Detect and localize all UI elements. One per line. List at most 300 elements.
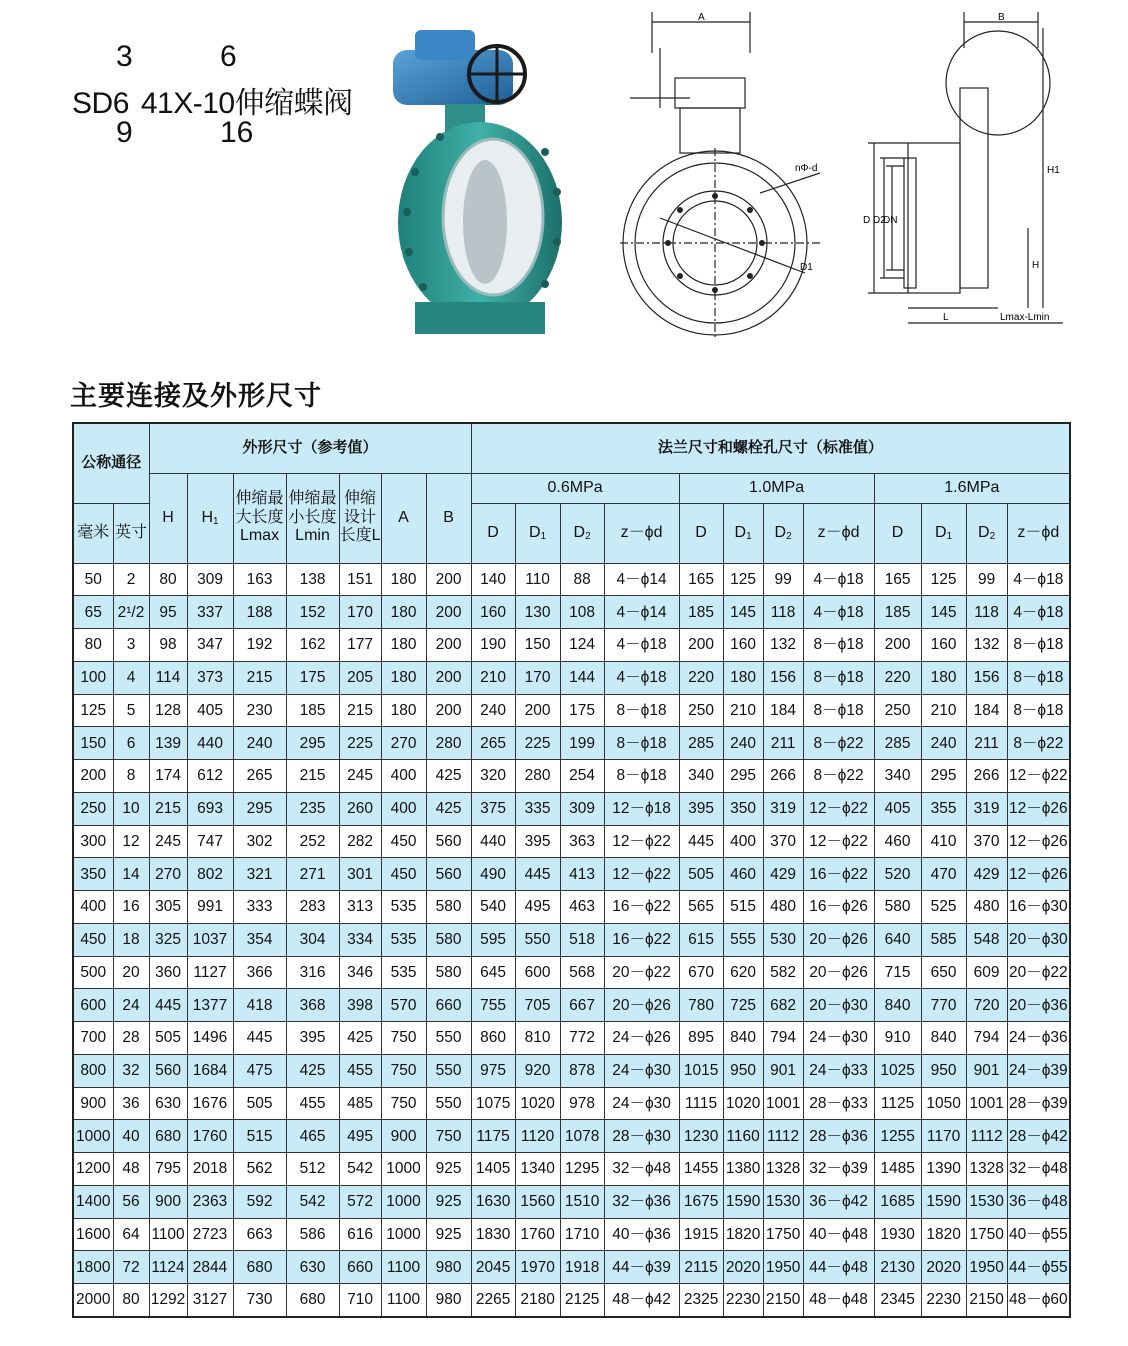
table-cell: 770 <box>921 989 966 1022</box>
table-cell: 1255 <box>874 1120 921 1153</box>
table-row <box>73 923 1070 956</box>
table-cell: 463 <box>560 891 604 924</box>
table-cell: 560 <box>149 1054 187 1087</box>
table-cell: 184 <box>763 694 803 727</box>
table-cell: 560 <box>426 825 471 858</box>
table-cell: 8－ϕ18 <box>803 661 874 694</box>
table-cell: 225 <box>515 727 560 760</box>
table-cell: 4－ϕ14 <box>604 563 679 596</box>
header-p06: 0.6MPa <box>471 473 679 503</box>
table-cell: 1530 <box>966 1185 1007 1218</box>
table-cell: 750 <box>381 1087 426 1120</box>
table-cell: 20－ϕ22 <box>604 956 679 989</box>
table-cell: 334 <box>339 923 381 956</box>
table-cell: 20－ϕ26 <box>604 989 679 1022</box>
header-B: B <box>426 473 471 563</box>
table-cell: 151 <box>339 563 381 596</box>
table-cell: 1684 <box>187 1054 233 1087</box>
table-cell: 395 <box>679 792 723 825</box>
table-cell: 1950 <box>966 1251 1007 1284</box>
table-cell: 325 <box>149 923 187 956</box>
table-cell: 225 <box>339 727 381 760</box>
table-cell: 660 <box>339 1251 381 1284</box>
table-cell: 1020 <box>723 1087 763 1120</box>
table-cell: 2115 <box>679 1251 723 1284</box>
table-cell: 495 <box>339 1120 381 1153</box>
table-cell: 445 <box>515 858 560 891</box>
table-cell: 2325 <box>679 1284 723 1318</box>
table-cell: 28－ϕ42 <box>1007 1120 1070 1153</box>
table-cell: 705 <box>515 989 560 1022</box>
table-cell: 252 <box>286 825 339 858</box>
table-cell: 1676 <box>187 1087 233 1120</box>
dim-A-label: A <box>698 12 705 23</box>
table-cell: 240 <box>233 727 286 760</box>
table-cell: 515 <box>233 1120 286 1153</box>
table-cell: 794 <box>966 1022 1007 1055</box>
table-cell: 560 <box>426 858 471 891</box>
table-cell: 525 <box>921 891 966 924</box>
table-cell: 266 <box>966 760 1007 793</box>
table-cell: 215 <box>149 792 187 825</box>
table-row <box>73 956 1070 989</box>
table-cell: 185 <box>874 596 921 629</box>
table-cell: 445 <box>149 989 187 1022</box>
table-cell: 270 <box>381 727 426 760</box>
table-cell: 450 <box>381 825 426 858</box>
table-cell: 8－ϕ18 <box>604 727 679 760</box>
table-cell: 12－ϕ22 <box>1007 760 1070 793</box>
table-cell: 2018 <box>187 1153 233 1186</box>
table-cell: 1830 <box>471 1218 515 1251</box>
table-cell: 150 <box>515 629 560 662</box>
table-cell: 1915 <box>679 1218 723 1251</box>
table-cell: 405 <box>874 792 921 825</box>
table-cell: 1001 <box>966 1087 1007 1120</box>
table-cell: 295 <box>286 727 339 760</box>
table-cell: 518 <box>560 923 604 956</box>
table-cell: 535 <box>381 956 426 989</box>
table-cell: 180 <box>921 661 966 694</box>
table-row <box>73 1120 1070 1153</box>
table-row <box>73 891 1070 924</box>
table-cell: 1760 <box>187 1120 233 1153</box>
table-cell: 320 <box>471 760 515 793</box>
table-cell: 250 <box>679 694 723 727</box>
table-cell: 56 <box>113 1185 149 1218</box>
table-cell: 715 <box>874 956 921 989</box>
header-D: D <box>679 503 723 563</box>
table-cell: 1380 <box>723 1153 763 1186</box>
table-cell: 271 <box>286 858 339 891</box>
header-outline: 外形尺寸（参考值） <box>149 423 471 473</box>
table-cell: 2723 <box>187 1218 233 1251</box>
table-cell: 1000 <box>381 1153 426 1186</box>
table-cell: 1820 <box>723 1218 763 1251</box>
table-cell: 975 <box>471 1054 515 1087</box>
table-cell: 4－ϕ18 <box>803 563 874 596</box>
table-cell: 280 <box>515 760 560 793</box>
table-cell: 200 <box>426 629 471 662</box>
table-cell: 1600 <box>73 1218 113 1251</box>
table-cell: 156 <box>763 661 803 694</box>
table-cell: 199 <box>560 727 604 760</box>
dimension-table <box>72 422 1071 1318</box>
table-cell: 48－ϕ42 <box>604 1284 679 1318</box>
table-cell: 110 <box>515 563 560 596</box>
table-cell: 50 <box>73 563 113 596</box>
table-cell: 125 <box>73 694 113 727</box>
table-cell: 152 <box>286 596 339 629</box>
table-cell: 125 <box>723 563 763 596</box>
table-cell: 445 <box>233 1022 286 1055</box>
table-cell: 8 <box>113 760 149 793</box>
table-row <box>73 1054 1070 1087</box>
table-cell: 750 <box>426 1120 471 1153</box>
table-cell: 901 <box>763 1054 803 1087</box>
table-cell: 586 <box>286 1218 339 1251</box>
dim-H-label: H <box>1032 260 1040 271</box>
header-zphid: z－ϕd <box>803 503 874 563</box>
table-cell: 150 <box>73 727 113 760</box>
header-D2: $D_2$ <box>560 503 604 563</box>
table-cell: 650 <box>921 956 966 989</box>
table-cell: 285 <box>874 727 921 760</box>
table-cell: 1112 <box>763 1120 803 1153</box>
table-cell: 1950 <box>763 1251 803 1284</box>
table-cell: 139 <box>149 727 187 760</box>
table-cell: 505 <box>149 1022 187 1055</box>
table-cell: 1000 <box>381 1218 426 1251</box>
table-cell: 1125 <box>874 1087 921 1120</box>
table-cell: 20－ϕ30 <box>803 989 874 1022</box>
table-cell: 180 <box>381 596 426 629</box>
table-cell: 24－ϕ33 <box>803 1054 874 1087</box>
table-cell: 565 <box>679 891 723 924</box>
table-cell: 1530 <box>763 1185 803 1218</box>
table-cell: 250 <box>73 792 113 825</box>
model-digit: 6 <box>112 87 129 120</box>
table-cell: 520 <box>874 858 921 891</box>
table-cell: 18 <box>113 923 149 956</box>
table-cell: 316 <box>286 956 339 989</box>
table-cell: 750 <box>381 1022 426 1055</box>
table-row <box>73 1284 1070 1318</box>
table-cell: 1120 <box>515 1120 560 1153</box>
table-cell: 568 <box>560 956 604 989</box>
table-row <box>73 661 1070 694</box>
table-cell: 319 <box>763 792 803 825</box>
table-cell: 145 <box>921 596 966 629</box>
table-cell: 254 <box>560 760 604 793</box>
table-cell: 165 <box>679 563 723 596</box>
table-cell: 878 <box>560 1054 604 1087</box>
table-cell: 1112 <box>966 1120 1007 1153</box>
table-cell: 1590 <box>921 1185 966 1218</box>
table-cell: 260 <box>339 792 381 825</box>
table-cell: 72 <box>113 1251 149 1284</box>
table-cell: 2¹/2 <box>113 596 149 629</box>
table-cell: 570 <box>381 989 426 1022</box>
table-cell: 2230 <box>921 1284 966 1318</box>
table-cell: 305 <box>149 891 187 924</box>
table-cell: 12 <box>113 825 149 858</box>
table-cell: 162 <box>286 629 339 662</box>
table-cell: 200 <box>679 629 723 662</box>
table-row <box>73 1153 1070 1186</box>
header-D1: $D_1$ <box>723 503 763 563</box>
table-cell: 185 <box>679 596 723 629</box>
table-cell: 3127 <box>187 1284 233 1318</box>
table-cell: 1970 <box>515 1251 560 1284</box>
table-cell: 900 <box>149 1185 187 1218</box>
table-cell: 1400 <box>73 1185 113 1218</box>
table-cell: 2000 <box>73 1284 113 1318</box>
table-cell: 245 <box>339 760 381 793</box>
table-cell: 755 <box>471 989 515 1022</box>
table-cell: 4 <box>113 661 149 694</box>
table-cell: 368 <box>286 989 339 1022</box>
table-cell: 40 <box>113 1120 149 1153</box>
table-cell: 1377 <box>187 989 233 1022</box>
table-cell: 572 <box>339 1185 381 1218</box>
table-cell: 925 <box>426 1218 471 1251</box>
table-cell: 355 <box>921 792 966 825</box>
table-cell: 1485 <box>874 1153 921 1186</box>
table-cell: 840 <box>723 1022 763 1055</box>
table-cell: 645 <box>471 956 515 989</box>
table-cell: 180 <box>381 694 426 727</box>
table-row <box>73 694 1070 727</box>
table-cell: 1160 <box>723 1120 763 1153</box>
table-cell: 32－ϕ39 <box>803 1153 874 1186</box>
table-cell: 8－ϕ18 <box>604 694 679 727</box>
table-cell: 1710 <box>560 1218 604 1251</box>
table-cell: 24－ϕ30 <box>803 1022 874 1055</box>
table-cell: 48 <box>113 1153 149 1186</box>
table-cell: 2150 <box>966 1284 1007 1318</box>
table-cell: 24－ϕ36 <box>1007 1022 1070 1055</box>
table-cell: 1510 <box>560 1185 604 1218</box>
table-cell: 8－ϕ18 <box>1007 694 1070 727</box>
table-cell: 64 <box>113 1218 149 1251</box>
table-cell: 670 <box>679 956 723 989</box>
table-cell: 490 <box>471 858 515 891</box>
table-cell: 20－ϕ26 <box>803 956 874 989</box>
table-cell: 1820 <box>921 1218 966 1251</box>
table-cell: 1760 <box>515 1218 560 1251</box>
table-cell: 1930 <box>874 1218 921 1251</box>
header-mm: 毫米 <box>73 503 113 563</box>
table-cell: 130 <box>515 596 560 629</box>
table-cell: 1560 <box>515 1185 560 1218</box>
table-cell: 140 <box>471 563 515 596</box>
table-cell: 2265 <box>471 1284 515 1318</box>
table-cell: 8－ϕ22 <box>1007 727 1070 760</box>
table-cell: 667 <box>560 989 604 1022</box>
table-cell: 1000 <box>381 1185 426 1218</box>
table-cell: 350 <box>73 858 113 891</box>
table-cell: 542 <box>286 1185 339 1218</box>
table-cell: 1078 <box>560 1120 604 1153</box>
table-cell: 8－ϕ18 <box>604 760 679 793</box>
table-cell: 609 <box>966 956 1007 989</box>
table-cell: 925 <box>426 1185 471 1218</box>
table-cell: 265 <box>471 727 515 760</box>
table-cell: 375 <box>471 792 515 825</box>
table-cell: 925 <box>426 1153 471 1186</box>
table-cell: 810 <box>515 1022 560 1055</box>
table-cell: 800 <box>73 1054 113 1087</box>
table-cell: 370 <box>763 825 803 858</box>
table-cell: 480 <box>763 891 803 924</box>
table-cell: 309 <box>187 563 233 596</box>
table-cell: 20－ϕ30 <box>1007 923 1070 956</box>
table-cell: 460 <box>874 825 921 858</box>
table-cell: 1020 <box>515 1087 560 1120</box>
dim-n-phi-d-label: nΦ-d <box>795 163 818 174</box>
table-cell: 465 <box>286 1120 339 1153</box>
table-cell: 88 <box>560 563 604 596</box>
table-cell: 725 <box>723 989 763 1022</box>
table-cell: 4－ϕ18 <box>604 629 679 662</box>
table-cell: 114 <box>149 661 187 694</box>
model-upper-right: 6 <box>220 40 237 73</box>
table-cell: 616 <box>339 1218 381 1251</box>
table-cell: 2363 <box>187 1185 233 1218</box>
model-main-line <box>72 78 353 122</box>
table-cell: 1050 <box>921 1087 966 1120</box>
table-cell: 108 <box>560 596 604 629</box>
table-row <box>73 989 1070 1022</box>
table-cell: 4－ϕ14 <box>604 596 679 629</box>
table-cell: 512 <box>286 1153 339 1186</box>
table-cell: 366 <box>233 956 286 989</box>
table-cell: 280 <box>426 727 471 760</box>
table-cell: 413 <box>560 858 604 891</box>
table-cell: 80 <box>149 563 187 596</box>
table-cell: 1750 <box>966 1218 1007 1251</box>
table-cell: 340 <box>679 760 723 793</box>
table-cell: 350 <box>723 792 763 825</box>
header-D: D <box>874 503 921 563</box>
table-cell: 16－ϕ26 <box>803 891 874 924</box>
table-cell: 445 <box>679 825 723 858</box>
table-cell: 285 <box>679 727 723 760</box>
table-cell: 2844 <box>187 1251 233 1284</box>
table-cell: 720 <box>966 989 1007 1022</box>
table-cell: 333 <box>233 891 286 924</box>
header-lset: 伸缩设计长度L <box>339 473 381 563</box>
table-cell: 1015 <box>679 1054 723 1087</box>
header-D2: $D_2$ <box>763 503 803 563</box>
table-cell: 910 <box>874 1022 921 1055</box>
table-cell: 125 <box>921 563 966 596</box>
table-cell: 10 <box>113 792 149 825</box>
table-cell: 8－ϕ22 <box>803 727 874 760</box>
table-cell: 40－ϕ36 <box>604 1218 679 1251</box>
table-cell: 220 <box>679 661 723 694</box>
table-cell: 138 <box>286 563 339 596</box>
table-cell: 980 <box>426 1284 471 1318</box>
table-cell: 585 <box>921 923 966 956</box>
table-cell: 1100 <box>149 1218 187 1251</box>
header-H: H <box>149 473 187 563</box>
table-cell: 860 <box>471 1022 515 1055</box>
table-cell: 177 <box>339 629 381 662</box>
table-cell: 535 <box>381 923 426 956</box>
table-cell: 4－ϕ18 <box>604 661 679 694</box>
header-flange: 法兰尺寸和螺栓孔尺寸（标准值） <box>471 423 1070 473</box>
table-cell: 188 <box>233 596 286 629</box>
table-cell: 210 <box>471 661 515 694</box>
table-row <box>73 596 1070 629</box>
table-cell: 240 <box>921 727 966 760</box>
table-cell: 682 <box>763 989 803 1022</box>
table-cell: 460 <box>723 858 763 891</box>
table-cell: 12－ϕ22 <box>803 825 874 858</box>
header-p10: 1.0MPa <box>679 473 874 503</box>
table-cell: 425 <box>426 760 471 793</box>
model-lower-right: 16 <box>220 116 254 149</box>
table-cell: 640 <box>874 923 921 956</box>
table-cell: 802 <box>187 858 233 891</box>
table-cell: 1037 <box>187 923 233 956</box>
table-cell: 163 <box>233 563 286 596</box>
table-cell: 32－ϕ36 <box>604 1185 679 1218</box>
table-cell: 160 <box>921 629 966 662</box>
table-cell: 215 <box>286 760 339 793</box>
table-cell: 780 <box>679 989 723 1022</box>
header-zphid: z－ϕd <box>604 503 679 563</box>
table-cell: 24 <box>113 989 149 1022</box>
table-cell: 230 <box>233 694 286 727</box>
table-cell: 215 <box>339 694 381 727</box>
table-cell: 540 <box>471 891 515 924</box>
table-cell: 1675 <box>679 1185 723 1218</box>
table-cell: 80 <box>113 1284 149 1318</box>
table-cell: 4－ϕ18 <box>1007 563 1070 596</box>
table-cell: 200 <box>426 596 471 629</box>
table-cell: 515 <box>723 891 763 924</box>
table-cell: 32－ϕ48 <box>1007 1153 1070 1186</box>
table-cell: 1200 <box>73 1153 113 1186</box>
table-cell: 1175 <box>471 1120 515 1153</box>
dim-L-label: L <box>943 312 949 323</box>
table-cell: 1075 <box>471 1087 515 1120</box>
table-cell: 794 <box>763 1022 803 1055</box>
table-cell: 12－ϕ22 <box>803 792 874 825</box>
table-cell: 901 <box>966 1054 1007 1087</box>
table-cell: 582 <box>763 956 803 989</box>
model-designation <box>70 40 370 150</box>
table-cell: 363 <box>560 825 604 858</box>
table-cell: 12－ϕ18 <box>604 792 679 825</box>
table-row <box>73 1022 1070 1055</box>
table-cell: 220 <box>874 661 921 694</box>
dim-DN-label: DN <box>883 215 898 226</box>
table-cell: 1328 <box>966 1153 1007 1186</box>
table-cell: 20 <box>113 956 149 989</box>
table-cell: 337 <box>187 596 233 629</box>
table-cell: 98 <box>149 629 187 662</box>
table-cell: 693 <box>187 792 233 825</box>
table-cell: 1000 <box>73 1120 113 1153</box>
header-D2: $D_2$ <box>966 503 1007 563</box>
table-row <box>73 792 1070 825</box>
table-cell: 1590 <box>723 1185 763 1218</box>
table-cell: 210 <box>723 694 763 727</box>
